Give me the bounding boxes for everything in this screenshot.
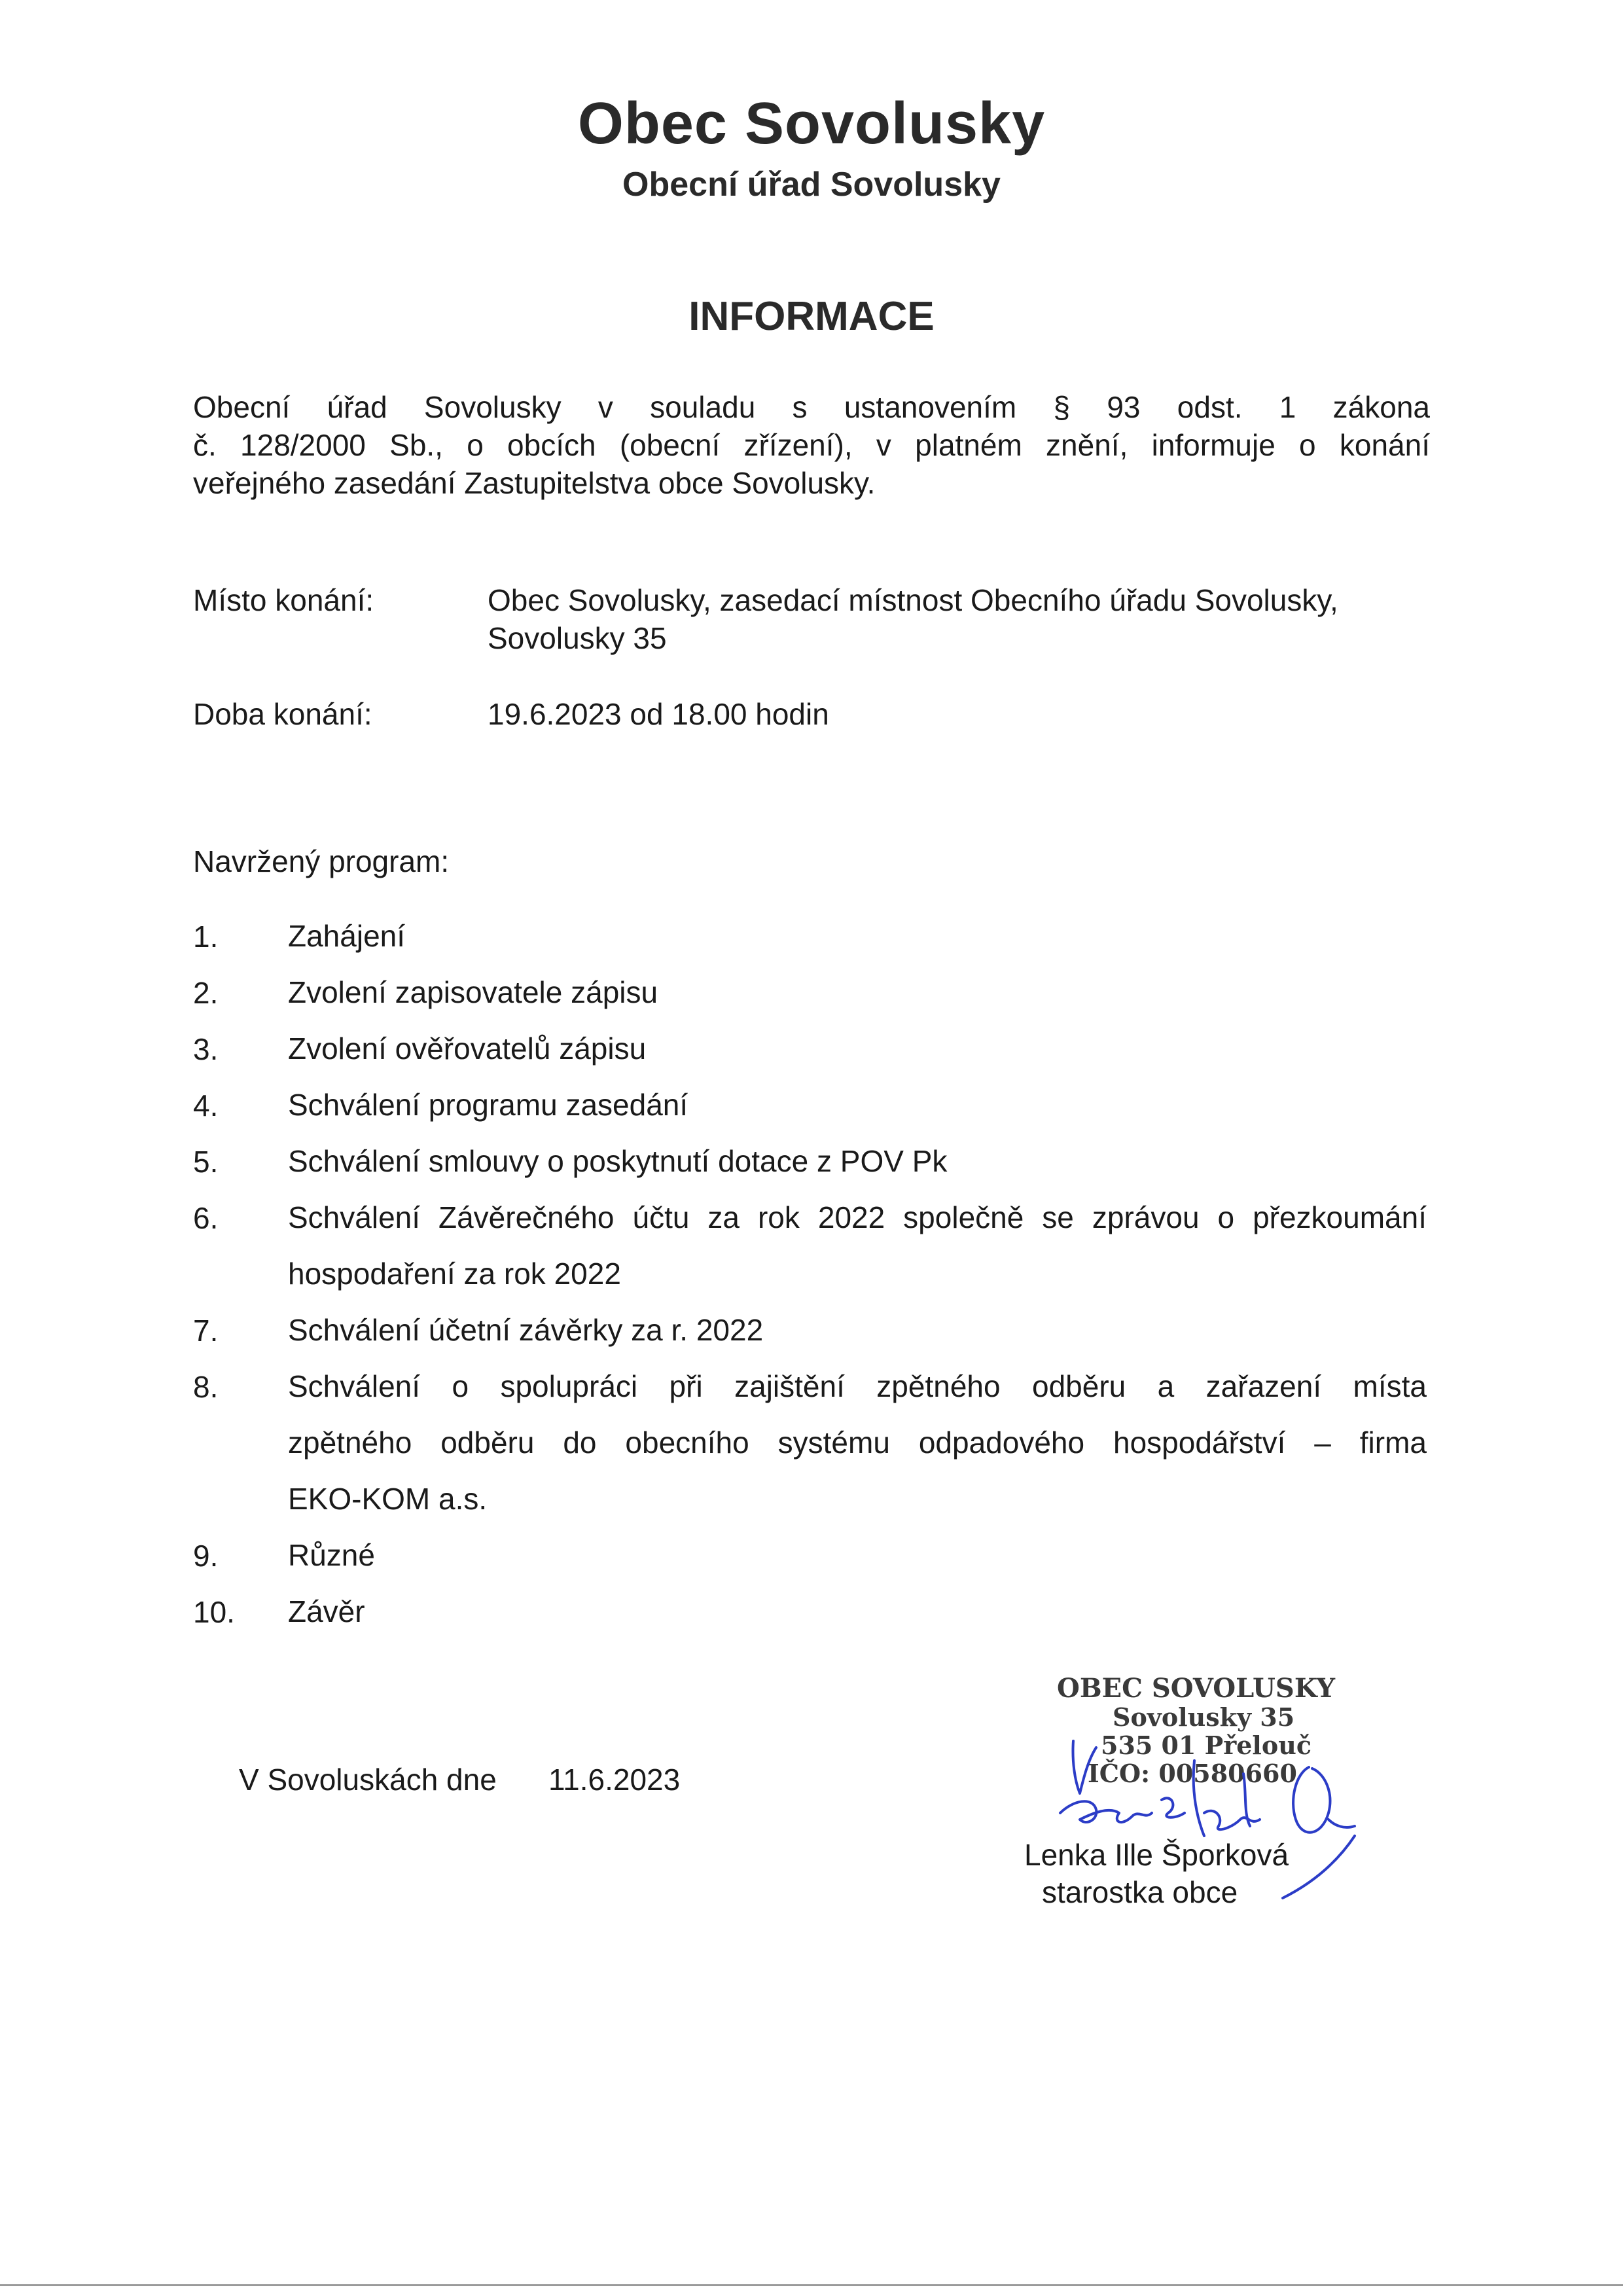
program-item-number: 5. bbox=[193, 1145, 219, 1179]
place-value-line: Obec Sovolusky, zasedací místnost Obecního úřadu Sovolusky, bbox=[488, 583, 1338, 617]
intro-line: veřejného zasedání Zastupitelstva obce Sovolusky. bbox=[193, 466, 876, 500]
time-label: Doba konání: bbox=[193, 697, 372, 731]
signer-title: starostka obce bbox=[1042, 1875, 1238, 1909]
program-item-text bbox=[288, 1189, 1427, 1302]
page-bottom-rule bbox=[0, 2284, 1623, 2286]
program-item-text bbox=[288, 1133, 1427, 1189]
program-item-text bbox=[288, 1020, 1427, 1077]
program-item-line: Schválení účetní závěrky za r. 2022 bbox=[288, 1313, 764, 1347]
program-item-line: Zvolení zapisovatele zápisu bbox=[288, 975, 658, 1009]
program-item-number: 10. bbox=[193, 1595, 235, 1629]
program-item-number: 7. bbox=[193, 1314, 219, 1348]
program-item-number: 4. bbox=[193, 1088, 219, 1122]
program-item-line: Různé bbox=[288, 1538, 375, 1572]
program-item-number: 3. bbox=[193, 1032, 219, 1066]
program-item-line: Schválení o spolupráci při zajištění zpětného odběru a zařazení místa bbox=[288, 1369, 1427, 1403]
place-label: Místo konání: bbox=[193, 583, 374, 617]
office-subtitle: Obecní úřad Sovolusky bbox=[622, 166, 1001, 204]
time-value: 19.6.2023 od 18.00 hodin bbox=[488, 697, 829, 731]
program-item-line: Schválení programu zasedání bbox=[288, 1088, 688, 1122]
program-item-line: Závěr bbox=[288, 1594, 365, 1628]
stamp-line-address: Sovolusky 35 bbox=[1113, 1702, 1295, 1732]
program-item-line: EKO-KOM a.s. bbox=[288, 1482, 488, 1516]
stamp-line-municipality: OBEC SOVOLUSKY bbox=[1057, 1673, 1336, 1704]
intro-line: Obecní úřad Sovolusky v souladu s ustanovením § 93 odst. 1 zákona bbox=[193, 390, 1430, 424]
stamp-line-postcode: 535 01 Přelouč bbox=[1101, 1731, 1311, 1760]
program-item-line: zpětného odběru do obecního systému odpadového hospodářství – firma bbox=[288, 1426, 1427, 1460]
program-item-line: hospodaření za rok 2022 bbox=[288, 1257, 621, 1291]
program-item-line: Zvolení ověřovatelů zápisu bbox=[288, 1031, 647, 1066]
document-heading: INFORMACE bbox=[688, 294, 935, 339]
program-item-text bbox=[288, 908, 1427, 964]
program-item-number: 9. bbox=[193, 1539, 219, 1573]
program-item-text bbox=[288, 1527, 1427, 1583]
program-item-text bbox=[288, 1302, 1427, 1358]
program-item-text bbox=[288, 1358, 1427, 1527]
program-item-text bbox=[288, 1077, 1427, 1133]
program-item-number: 2. bbox=[193, 976, 219, 1010]
program-label: Navržený program: bbox=[193, 844, 450, 878]
program-item-number: 1. bbox=[193, 920, 219, 954]
place-date-label: V Sovoluskách dne bbox=[239, 1763, 497, 1797]
place-value-line: Sovolusky 35 bbox=[488, 621, 667, 655]
intro-paragraph bbox=[193, 388, 1430, 502]
program-item-text bbox=[288, 964, 1427, 1020]
program-item-line: Zahájení bbox=[288, 919, 406, 953]
place-value bbox=[488, 581, 1443, 657]
program-item-number: 8. bbox=[193, 1370, 219, 1404]
program-item-line: Schválení smlouvy o poskytnutí dotace z POV Pk bbox=[288, 1144, 948, 1178]
program-item-text bbox=[288, 1583, 1427, 1640]
signer-name: Lenka Ille Šporková bbox=[1024, 1838, 1289, 1872]
intro-line: č. 128/2000 Sb., o obcích (obecní zřízení), v platném znění, informuje o konání bbox=[193, 428, 1430, 462]
stamp-line-ico: IČO: 00580660 bbox=[1088, 1759, 1297, 1788]
program-item-line: Schválení Závěrečného účtu za rok 2022 společně se zprávou o přezkoumání bbox=[288, 1200, 1427, 1234]
program-item-number: 6. bbox=[193, 1201, 219, 1235]
place-date-value: 11.6.2023 bbox=[548, 1763, 681, 1797]
municipality-title: Obec Sovolusky bbox=[577, 91, 1046, 156]
